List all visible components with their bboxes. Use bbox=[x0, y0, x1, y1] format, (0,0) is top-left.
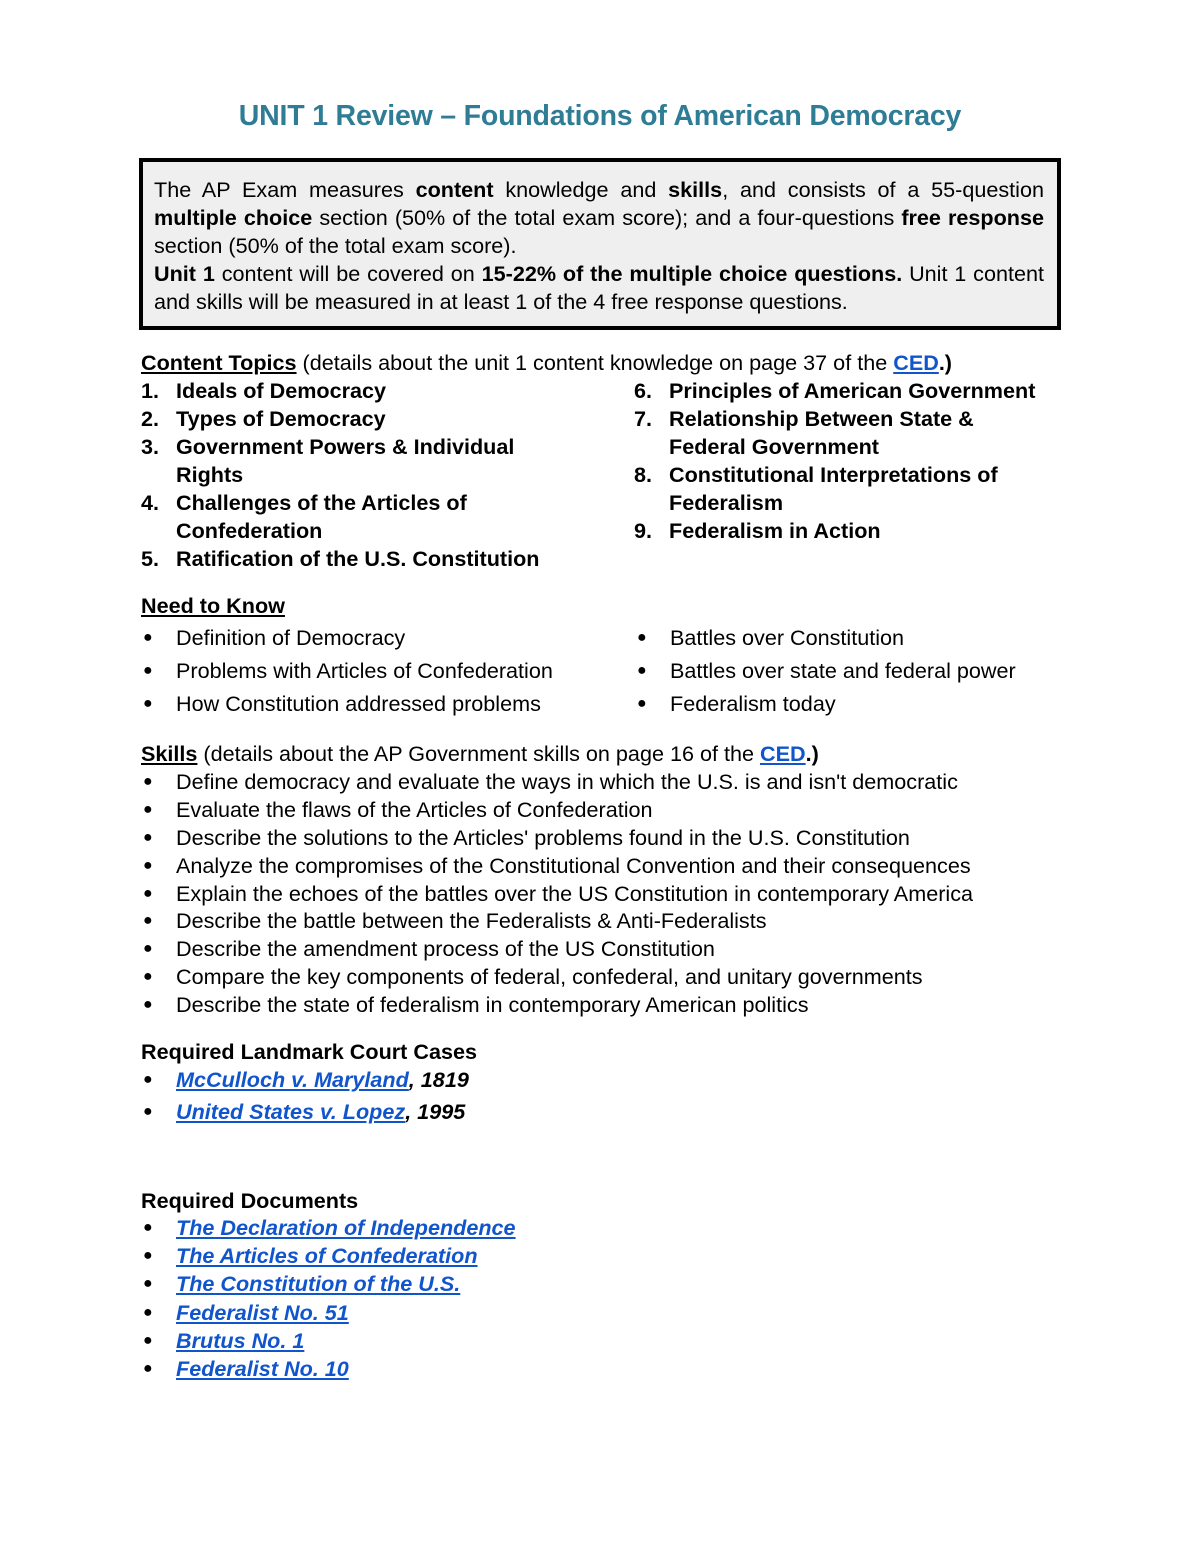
exam-info-text bbox=[154, 176, 1044, 316]
list-item: 3. Government Powers & Individual Rights bbox=[141, 434, 515, 487]
document-link[interactable]: Federalist No. 51 bbox=[176, 1299, 349, 1325]
list-item: ● The Articles of Confederation bbox=[143, 1243, 478, 1269]
documents-list bbox=[141, 1214, 741, 1383]
list-item: ● How Constitution addressed problems bbox=[143, 691, 541, 716]
unit-weight-paragraph: Unit 1 content will be covered on 15-22% of the multiple choice questions. Unit 1 content and skills will be measured in at least 1 of the 4 free response questions. bbox=[154, 261, 1045, 314]
court-cases-list bbox=[141, 1066, 741, 1130]
list-item: ● Compare the key components of federal, confederal, and unitary governments bbox=[143, 964, 923, 990]
exam-format-paragraph: The AP Exam measures content knowledge and skills, and consists of a 55-question multiple choice section (50% of the total exam score); and a four-questions free response section (50% of the total exam score). bbox=[154, 177, 1045, 258]
page-title: UNIT 1 Review – Foundations of American Democracy bbox=[238, 100, 962, 132]
court-case-link[interactable]: United States v. Lopez bbox=[176, 1099, 406, 1124]
list-item: ● Define democracy and evaluate the ways in which the U.S. is and isn't democratic bbox=[143, 769, 958, 794]
skills-list bbox=[141, 768, 1091, 1019]
list-item: 7. Relationship Between State & Federal Government bbox=[634, 406, 974, 459]
list-item: ● Analyze the compromises of the Constitutional Convention and their consequences bbox=[143, 852, 971, 878]
court-case-link[interactable]: McCulloch v. Maryland bbox=[176, 1067, 409, 1092]
list-item: ● Problems with Articles of Confederation bbox=[143, 658, 553, 683]
list-item: 4. Challenges of the Articles of Confederation bbox=[141, 490, 467, 543]
list-item: 8. Constitutional Interpretations of Federalism bbox=[634, 462, 998, 515]
list-item: 9. Federalism in Action bbox=[634, 518, 881, 543]
list-item: ● Evaluate the flaws of the Articles of Confederation bbox=[143, 796, 653, 822]
list-item: ● Battles over state and federal power bbox=[637, 658, 1016, 683]
list-item: ● Brutus No. 1 bbox=[143, 1327, 305, 1353]
list-item: ● McCulloch v. Maryland, 1819 bbox=[143, 1067, 469, 1092]
content-topics-heading: Content Topics (details about the unit 1 content knowledge on page 37 of the CED.) bbox=[141, 350, 953, 375]
list-item: ● Battles over Constitution bbox=[637, 625, 905, 650]
list-item: ● Federalist No. 51 bbox=[143, 1299, 349, 1325]
need-to-know-list-right bbox=[635, 624, 1115, 723]
skills-heading: Skills (details about the AP Government skills on page 16 of the CED.) bbox=[141, 741, 819, 766]
list-item: ● Describe the battle between the Federalists & Anti-Federalists bbox=[143, 908, 767, 934]
list-item: 2. Types of Democracy bbox=[141, 406, 386, 431]
need-to-know-heading: Need to Know bbox=[141, 593, 285, 618]
list-item: ● Describe the solutions to the Articles' problems found in the U.S. Constitution bbox=[143, 824, 910, 850]
list-item: ● Definition of Democracy bbox=[143, 625, 406, 650]
content-topics-list-right bbox=[634, 377, 1084, 545]
exam-info-box bbox=[139, 158, 1061, 330]
list-item: 6. Principles of American Government bbox=[634, 378, 1036, 403]
list-item: ● The Constitution of the U.S. bbox=[143, 1271, 461, 1297]
list-item: ● Federalist No. 10 bbox=[143, 1355, 349, 1381]
need-to-know-list-left bbox=[141, 624, 621, 723]
list-item: ● Describe the amendment process of the US Constitution bbox=[143, 936, 715, 962]
document-link[interactable]: The Articles of Confederation bbox=[176, 1243, 478, 1269]
court-cases-heading: Required Landmark Court Cases bbox=[141, 1039, 477, 1064]
list-item: 5. Ratification of the U.S. Constitution bbox=[141, 546, 540, 571]
document-link[interactable]: The Constitution of the U.S. bbox=[176, 1271, 461, 1297]
list-item: ● Federalism today bbox=[637, 691, 836, 716]
list-item: 1. Ideals of Democracy bbox=[141, 378, 387, 403]
content-topics-list-left bbox=[141, 377, 581, 573]
documents-heading: Required Documents bbox=[141, 1188, 359, 1213]
list-item: ● Describe the state of federalism in contemporary American politics bbox=[143, 992, 809, 1018]
list-item: ● United States v. Lopez, 1995 bbox=[143, 1099, 466, 1124]
list-item: ● The Declaration of Independence bbox=[143, 1215, 516, 1240]
document-link[interactable]: The Declaration of Independence bbox=[176, 1215, 516, 1240]
document-link[interactable]: Brutus No. 1 bbox=[176, 1327, 305, 1353]
list-item: ● Explain the echoes of the battles over the US Constitution in contemporary America bbox=[143, 880, 973, 906]
document-link[interactable]: Federalist No. 10 bbox=[176, 1355, 349, 1381]
ced-link[interactable]: CED bbox=[893, 350, 939, 375]
ced-link[interactable]: CED bbox=[760, 741, 806, 766]
